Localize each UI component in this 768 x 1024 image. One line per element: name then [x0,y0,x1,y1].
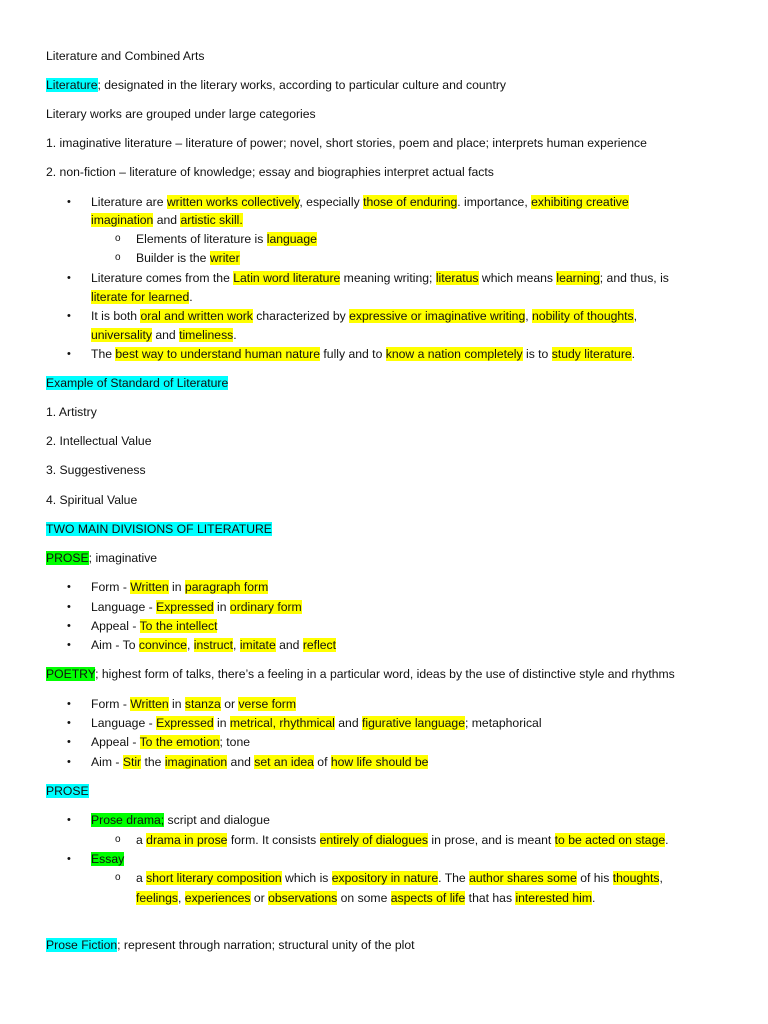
text-line [46,462,146,478]
bullet-marker: • [67,717,71,729]
text-line [91,734,250,750]
highlighted-text: written works collectively [166,195,300,209]
highlighted-text: Literature [46,78,98,92]
text-run: Builder is the [136,251,210,265]
highlighted-text: artistic skill. [180,213,243,227]
text-run: . [233,328,237,342]
highlighted-text: verse form [238,697,297,711]
text-run: Aim - To [91,638,139,652]
highlighted-text: Prose drama; [91,813,165,827]
highlighted-text: universality [91,328,152,342]
text-run: , [633,309,638,323]
sub-bullet-marker: o [115,872,121,883]
text-run: Literary works are grouped under large categories [46,107,316,121]
highlighted-text: ordinary form [229,600,302,614]
text-line [46,77,506,93]
highlighted-text: aspects of life [390,891,466,905]
text-line [136,890,595,906]
text-run: Language - [91,716,157,730]
text-line [91,579,268,595]
highlighted-text: literate for learned [91,290,190,304]
text-run: and [334,716,362,730]
text-run: , [178,891,185,905]
text-run: . [591,891,596,905]
highlighted-text: best way to understand human nature [115,347,321,361]
text-run: of [313,755,331,769]
highlighted-text: To the intellect [139,619,218,633]
highlighted-text: timeliness [179,328,234,342]
text-run: Literature are [91,195,167,209]
text-run: script and dialogue [164,813,270,827]
text-run: ; designated in the literary works, according to particular culture and country [97,78,506,92]
text-run: form. It consists [227,833,320,847]
highlighted-text: Example of Standard of Literature [46,376,229,390]
text-run: in prose, and is meant [427,833,555,847]
text-line [91,327,237,343]
text-line [91,289,193,305]
text-run: that has [465,891,516,905]
text-run: 1. Artistry [46,405,97,419]
text-run: which is [281,871,332,885]
text-run: characterized by [252,309,350,323]
text-line [91,599,302,615]
highlighted-text: Expressed [156,600,214,614]
highlighted-text: drama in prose [146,833,228,847]
text-run: . [665,833,669,847]
highlighted-text: reflect [302,638,337,652]
text-run: , [659,871,663,885]
text-run: a [136,833,147,847]
highlighted-text: PROSE [46,784,89,798]
highlighted-text: language [266,232,317,246]
text-run: and [227,755,255,769]
highlighted-text: expository in nature [331,871,439,885]
text-line [91,696,296,712]
highlighted-text: oral and written work [140,309,253,323]
highlighted-text: Written [130,697,169,711]
bullet-marker: • [67,620,71,632]
text-line [136,870,663,886]
highlighted-text: entirely of dialogues [319,833,428,847]
bullet-marker: • [67,601,71,613]
highlighted-text: stanza [184,697,221,711]
highlighted-text: instruct [193,638,234,652]
text-line [46,521,272,537]
highlighted-text: know a nation completely [385,347,523,361]
text-run: 2. non-fiction – literature of knowledge; essay and biographies interpret actual facts [46,165,494,179]
text-run: Literature comes from the [91,271,234,285]
highlighted-text: Written [130,580,169,594]
bullet-marker: • [67,756,71,768]
text-run: Appeal - [91,619,140,633]
text-line [46,48,205,64]
text-run: . [631,347,636,361]
text-run: 2. Intellectual Value [46,434,152,448]
text-line [46,937,415,953]
text-line [91,812,270,828]
text-run: , [525,309,533,323]
highlighted-text: Stir [122,755,142,769]
text-run: . importance, [457,195,532,209]
bullet-marker: • [67,196,71,208]
text-run: ; tone [219,735,251,749]
text-line [91,754,428,770]
text-run: 1. imaginative literature – literature of power; novel, short stories, poem and place; interprets human experience [46,136,647,150]
highlighted-text: short literary composition [146,871,282,885]
highlighted-text: nobility of thoughts [532,309,634,323]
text-run: or [250,891,269,905]
text-line [46,106,316,122]
highlighted-text: expressive or imaginative writing [349,309,526,323]
text-run: and [151,328,180,342]
highlighted-text: Essay [91,852,125,866]
text-run: Form - [91,580,131,594]
text-run: in [213,716,230,730]
text-run: 4. Spiritual Value [46,493,138,507]
highlighted-text: interested him [515,891,592,905]
text-line [46,666,675,682]
text-run: fully and to [320,347,386,361]
highlighted-text: writer [209,251,240,265]
highlighted-text: feelings [136,891,179,905]
text-line [91,270,669,286]
bullet-marker: • [67,348,71,360]
highlighted-text: To the emotion [139,735,220,749]
highlighted-text: paragraph form [184,580,269,594]
text-line [91,715,542,731]
text-run: ; highest form of talks, there’s a feeling in a particular word, ideas by the use of distinctive style and rhythms [95,667,675,681]
text-run: . [189,290,193,304]
text-run: in [168,697,185,711]
highlighted-text: figurative language [362,716,465,730]
text-line [46,492,137,508]
highlighted-text: learning [556,271,600,285]
highlighted-text: how life should be [330,755,429,769]
highlighted-text: POETRY [46,667,96,681]
text-line [91,346,635,362]
text-line [91,618,217,634]
sub-bullet-marker: o [115,233,121,244]
highlighted-text: TWO MAIN DIVISIONS OF LITERATURE [46,522,272,536]
text-run: ; and thus, is [599,271,669,285]
text-line [91,851,124,867]
text-line [46,550,157,566]
text-run: of his [576,871,613,885]
text-run: ; metaphorical [465,716,542,730]
bullet-marker: • [67,853,71,865]
text-line [91,212,243,228]
highlighted-text: experiences [184,891,251,905]
text-line [136,250,240,266]
highlighted-text: imitate [239,638,276,652]
text-run: meaning writing; [340,271,436,285]
text-run: , [233,638,240,652]
highlighted-text: Prose Fiction [46,938,118,952]
bullet-marker: • [67,698,71,710]
text-run: on some [337,891,391,905]
text-line [91,308,637,324]
text-run: , [186,638,194,652]
bullet-marker: • [67,272,71,284]
text-run: ; imaginative [88,551,158,565]
text-line [91,637,336,653]
highlighted-text: imagination [164,755,228,769]
highlighted-text: exhibiting creative [531,195,629,209]
text-run: , especially [299,195,364,209]
bullet-marker: • [67,814,71,826]
highlighted-text: study literature [551,347,632,361]
sub-bullet-marker: o [115,834,121,845]
text-line [46,404,97,420]
text-run: ; represent through narration; structural unity of the plot [117,938,415,952]
highlighted-text: set an idea [254,755,314,769]
text-run: and [275,638,303,652]
sub-bullet-marker: o [115,252,121,263]
text-line [46,783,89,799]
text-run: Aim - [91,755,123,769]
text-run: and [153,213,181,227]
text-run: the [141,755,165,769]
text-run: 3. Suggestiveness [46,463,146,477]
text-run: Elements of literature is [136,232,267,246]
highlighted-text: Latin word literature [233,271,341,285]
text-line [46,135,647,151]
text-run: which means [478,271,557,285]
highlighted-text: those of enduring [363,195,458,209]
text-run: in [213,600,230,614]
text-run: The [91,347,116,361]
bullet-marker: • [67,639,71,651]
text-run: Form - [91,697,131,711]
bullet-marker: • [67,310,71,322]
highlighted-text: literatus [435,271,479,285]
bullet-marker: • [67,581,71,593]
text-line [136,832,669,848]
text-line [136,231,317,247]
text-run: Language - [91,600,157,614]
highlighted-text: observations [268,891,338,905]
text-line [46,433,151,449]
text-line [46,164,494,180]
highlighted-text: thoughts [612,871,660,885]
highlighted-text: convince [138,638,187,652]
text-line [46,375,228,391]
highlighted-text: author shares some [469,871,577,885]
highlighted-text: PROSE [46,551,89,565]
bullet-marker: • [67,736,71,748]
text-line [91,194,629,210]
text-run: is to [522,347,552,361]
text-run: It is both [91,309,141,323]
highlighted-text: metrical, rhythmical [229,716,335,730]
text-run: Literature and Combined Arts [46,49,205,63]
text-run: or [220,697,239,711]
text-run: in [168,580,185,594]
text-run: a [136,871,147,885]
text-run: . The [438,871,470,885]
text-run: Appeal - [91,735,140,749]
highlighted-text: to be acted on stage [554,833,666,847]
highlighted-text: Expressed [156,716,214,730]
highlighted-text: imagination [91,213,154,227]
